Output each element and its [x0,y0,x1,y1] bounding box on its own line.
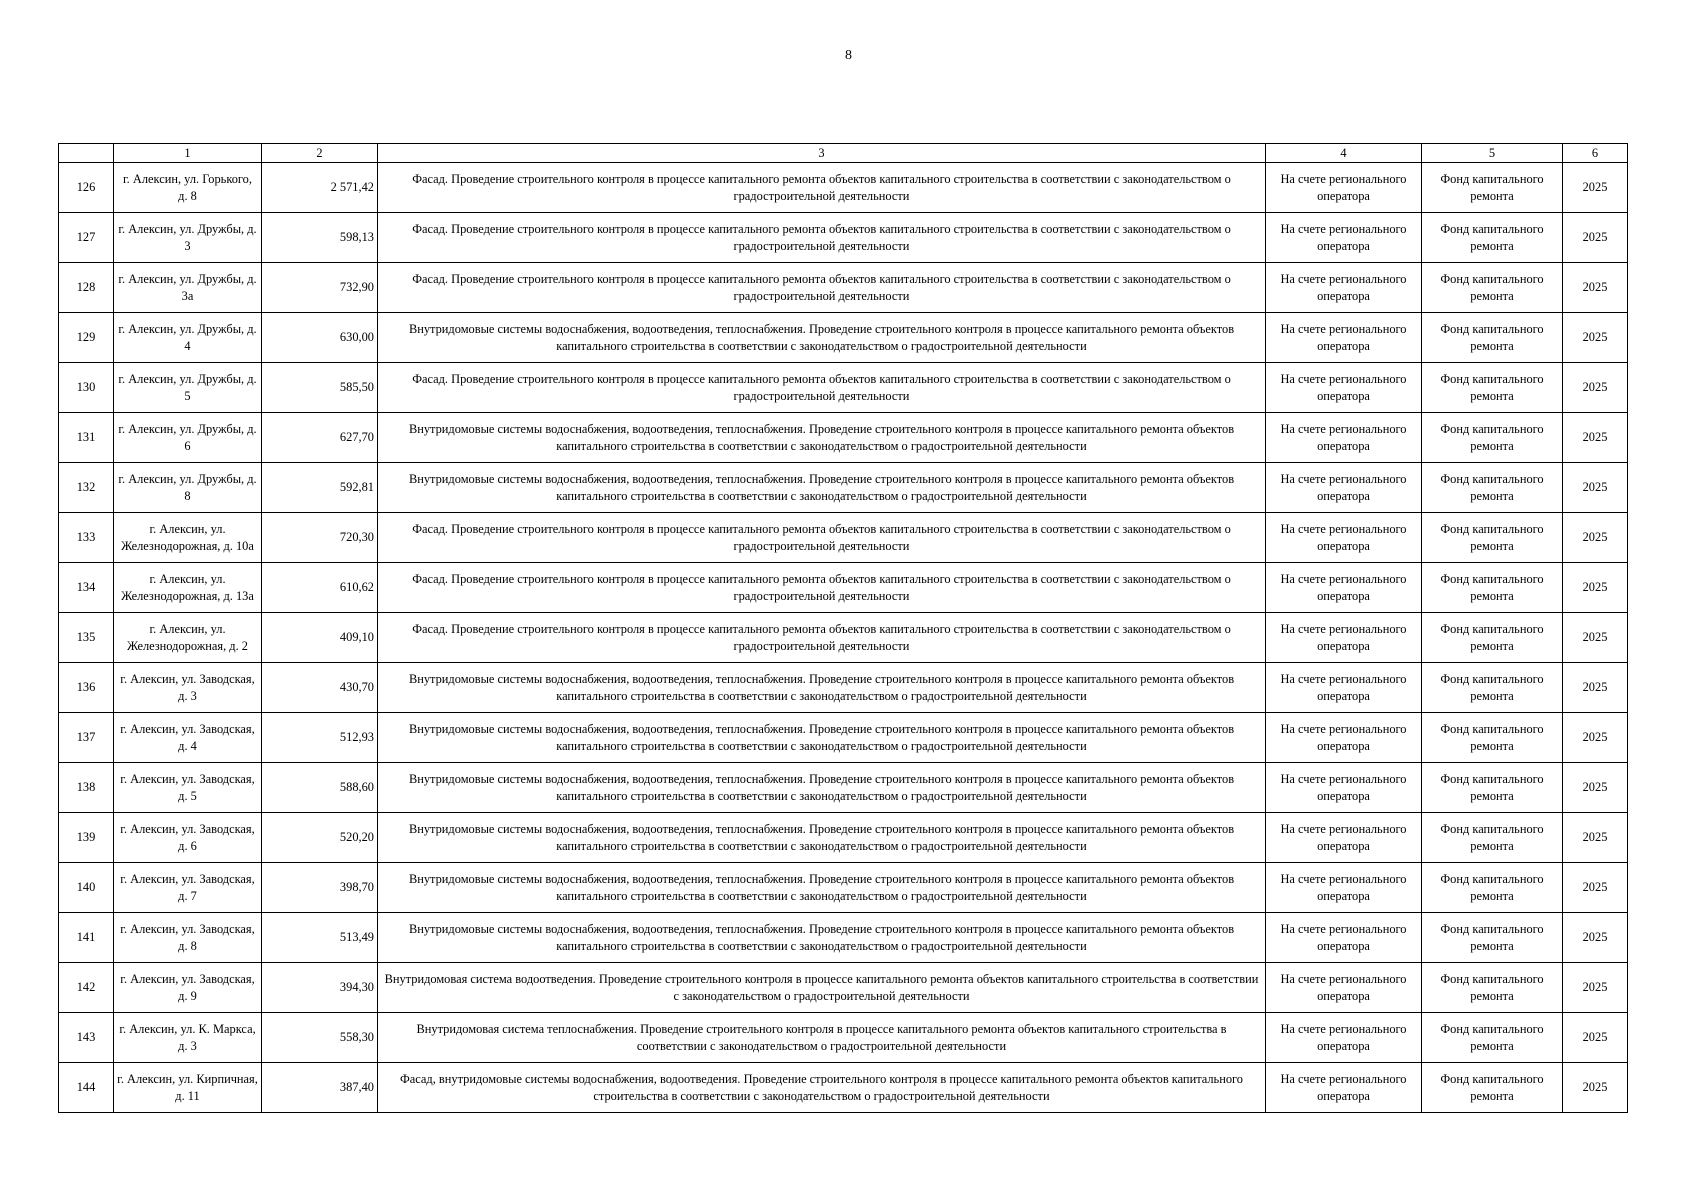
year-cell: 2025 [1563,363,1628,413]
fund-cell: Фонд капитального ремонта [1422,913,1563,963]
account-cell: На счете регионального оператора [1266,763,1422,813]
address-cell: г. Алексин, ул. Заводская, д. 6 [114,813,262,863]
table-row [59,313,1628,363]
row-number: 137 [59,713,114,763]
fund-cell: Фонд капитального ремонта [1422,663,1563,713]
row-number: 134 [59,563,114,613]
area-cell: 720,30 [262,513,378,563]
table-row [59,1063,1628,1113]
header-cell: 6 [1563,144,1628,163]
area-cell: 630,00 [262,313,378,363]
work-description-cell: Внутридомовые системы водоснабжения, водоотведения, теплоснабжения. Проведение строительного контроля в процессе капитального ремонта объектов капитального строительства в соответствии с законодательством о градостроительной деятельности [378,863,1266,913]
table-row [59,613,1628,663]
year-cell: 2025 [1563,913,1628,963]
account-cell: На счете регионального оператора [1266,1013,1422,1063]
row-number: 143 [59,1013,114,1063]
fund-cell: Фонд капитального ремонта [1422,363,1563,413]
area-cell: 592,81 [262,463,378,513]
work-description-cell: Внутридомовые системы водоснабжения, водоотведения, теплоснабжения. Проведение строительного контроля в процессе капитального ремонта объектов капитального строительства в соответствии с законодательством о градостроительной деятельности [378,763,1266,813]
table-body [59,163,1628,1113]
address-cell: г. Алексин, ул. Дружбы, д. 8 [114,463,262,513]
header-cell: 2 [262,144,378,163]
address-cell: г. Алексин, ул. Дружбы, д. 6 [114,413,262,463]
address-cell: г. Алексин, ул. Дружбы, д. 3 [114,213,262,263]
fund-cell: Фонд капитального ремонта [1422,313,1563,363]
area-cell: 394,30 [262,963,378,1013]
row-number: 144 [59,1063,114,1113]
year-cell: 2025 [1563,563,1628,613]
area-cell: 387,40 [262,1063,378,1113]
fund-cell: Фонд капитального ремонта [1422,813,1563,863]
header-cell: 3 [378,144,1266,163]
address-cell: г. Алексин, ул. Заводская, д. 5 [114,763,262,813]
table-row [59,463,1628,513]
work-description-cell: Фасад. Проведение строительного контроля в процессе капитального ремонта объектов капитального строительства в соответствии с законодательством о градостроительной деятельности [378,513,1266,563]
address-cell: г. Алексин, ул. Заводская, д. 3 [114,663,262,713]
fund-cell: Фонд капитального ремонта [1422,463,1563,513]
account-cell: На счете регионального оператора [1266,263,1422,313]
account-cell: На счете регионального оператора [1266,1063,1422,1113]
account-cell: На счете регионального оператора [1266,513,1422,563]
account-cell: На счете регионального оператора [1266,363,1422,413]
table-row [59,513,1628,563]
page-number: 8 [845,48,852,63]
header-cell: 5 [1422,144,1563,163]
year-cell: 2025 [1563,613,1628,663]
fund-cell: Фонд капитального ремонта [1422,863,1563,913]
area-cell: 598,13 [262,213,378,263]
year-cell: 2025 [1563,513,1628,563]
header-cell: 1 [114,144,262,163]
year-cell: 2025 [1563,463,1628,513]
row-number: 138 [59,763,114,813]
account-cell: На счете регионального оператора [1266,463,1422,513]
area-cell: 512,93 [262,713,378,763]
address-cell: г. Алексин, ул. К. Маркса, д. 3 [114,1013,262,1063]
area-cell: 430,70 [262,663,378,713]
row-number: 132 [59,463,114,513]
table-row [59,763,1628,813]
address-cell: г. Алексин, ул. Заводская, д. 4 [114,713,262,763]
table-row [59,413,1628,463]
work-description-cell: Внутридомовые системы водоснабжения, водоотведения, теплоснабжения. Проведение строительного контроля в процессе капитального ремонта объектов капитального строительства в соответствии с законодательством о градостроительной деятельности [378,913,1266,963]
fund-cell: Фонд капитального ремонта [1422,1013,1563,1063]
row-number: 129 [59,313,114,363]
area-cell: 520,20 [262,813,378,863]
address-cell: г. Алексин, ул. Заводская, д. 9 [114,963,262,1013]
row-number: 135 [59,613,114,663]
header-cell: 4 [1266,144,1422,163]
area-cell: 409,10 [262,613,378,663]
year-cell: 2025 [1563,763,1628,813]
address-cell: г. Алексин, ул. Заводская, д. 7 [114,863,262,913]
area-cell: 610,62 [262,563,378,613]
fund-cell: Фонд капитального ремонта [1422,763,1563,813]
fund-cell: Фонд капитального ремонта [1422,263,1563,313]
work-description-cell: Внутридомовые системы водоснабжения, водоотведения, теплоснабжения. Проведение строительного контроля в процессе капитального ремонта объектов капитального строительства в соответствии с законодательством о градостроительной деятельности [378,463,1266,513]
capital-repair-table [58,143,1628,1113]
table-row [59,363,1628,413]
table-row [59,713,1628,763]
area-cell: 558,30 [262,1013,378,1063]
work-description-cell: Фасад. Проведение строительного контроля в процессе капитального ремонта объектов капитального строительства в соответствии с законодательством о градостроительной деятельности [378,263,1266,313]
fund-cell: Фонд капитального ремонта [1422,163,1563,213]
work-description-cell: Внутридомовые системы водоснабжения, водоотведения, теплоснабжения. Проведение строительного контроля в процессе капитального ремонта объектов капитального строительства в соответствии с законодательством о градостроительной деятельности [378,413,1266,463]
address-cell: г. Алексин, ул. Железнодорожная, д. 10а [114,513,262,563]
header-cell [59,144,114,163]
year-cell: 2025 [1563,413,1628,463]
table-row [59,1013,1628,1063]
account-cell: На счете регионального оператора [1266,213,1422,263]
work-description-cell: Внутридомовая система теплоснабжения. Проведение строительного контроля в процессе капитального ремонта объектов капитального строительства в соответствии с законодательством о градостроительной деятельности [378,1013,1266,1063]
row-number: 127 [59,213,114,263]
address-cell: г. Алексин, ул. Железнодорожная, д. 13а [114,563,262,613]
address-cell: г. Алексин, ул. Заводская, д. 8 [114,913,262,963]
work-description-cell: Фасад. Проведение строительного контроля в процессе капитального ремонта объектов капитального строительства в соответствии с законодательством о градостроительной деятельности [378,363,1266,413]
account-cell: На счете регионального оператора [1266,663,1422,713]
row-number: 131 [59,413,114,463]
work-description-cell: Внутридомовые системы водоснабжения, водоотведения, теплоснабжения. Проведение строительного контроля в процессе капитального ремонта объектов капитального строительства в соответствии с законодательством о градостроительной деятельности [378,813,1266,863]
area-cell: 627,70 [262,413,378,463]
work-description-cell: Внутридомовые системы водоснабжения, водоотведения, теплоснабжения. Проведение строительного контроля в процессе капитального ремонта объектов капитального строительства в соответствии с законодательством о градостроительной деятельности [378,713,1266,763]
fund-cell: Фонд капитального ремонта [1422,413,1563,463]
year-cell: 2025 [1563,313,1628,363]
address-cell: г. Алексин, ул. Горького, д. 8 [114,163,262,213]
address-cell: г. Алексин, ул. Дружбы, д. 5 [114,363,262,413]
address-cell: г. Алексин, ул. Дружбы, д. 4 [114,313,262,363]
fund-cell: Фонд капитального ремонта [1422,563,1563,613]
fund-cell: Фонд капитального ремонта [1422,963,1563,1013]
area-cell: 732,90 [262,263,378,313]
table-row [59,163,1628,213]
row-number: 139 [59,813,114,863]
row-number: 128 [59,263,114,313]
work-description-cell: Фасад. Проведение строительного контроля в процессе капитального ремонта объектов капитального строительства в соответствии с законодательством о градостроительной деятельности [378,563,1266,613]
year-cell: 2025 [1563,663,1628,713]
year-cell: 2025 [1563,963,1628,1013]
area-cell: 513,49 [262,913,378,963]
row-number: 133 [59,513,114,563]
address-cell: г. Алексин, ул. Кирпичная, д. 11 [114,1063,262,1113]
year-cell: 2025 [1563,163,1628,213]
area-cell: 2 571,42 [262,163,378,213]
table-row [59,663,1628,713]
account-cell: На счете регионального оператора [1266,563,1422,613]
account-cell: На счете регионального оператора [1266,913,1422,963]
row-number: 141 [59,913,114,963]
year-cell: 2025 [1563,863,1628,913]
table-row [59,863,1628,913]
fund-cell: Фонд капитального ремонта [1422,713,1563,763]
header-row [59,144,1628,163]
account-cell: На счете регионального оператора [1266,163,1422,213]
year-cell: 2025 [1563,1063,1628,1113]
table-row [59,913,1628,963]
row-number: 140 [59,863,114,913]
work-description-cell: Внутридомовые системы водоснабжения, водоотведения, теплоснабжения. Проведение строительного контроля в процессе капитального ремонта объектов капитального строительства в соответствии с законодательством о градостроительной деятельности [378,313,1266,363]
row-number: 142 [59,963,114,1013]
work-description-cell: Фасад, внутридомовые системы водоснабжения, водоотведения. Проведение строительного контроля в процессе капитального ремонта объектов капитального строительства в соответствии с законодательством о градостроительной деятельности [378,1063,1266,1113]
table-row [59,963,1628,1013]
fund-cell: Фонд капитального ремонта [1422,513,1563,563]
work-description-cell: Внутридомовая система водоотведения. Проведение строительного контроля в процессе капитального ремонта объектов капитального строительства в соответствии с законодательством о градостроительной деятельности [378,963,1266,1013]
account-cell: На счете регионального оператора [1266,863,1422,913]
table-row [59,263,1628,313]
account-cell: На счете регионального оператора [1266,613,1422,663]
address-cell: г. Алексин, ул. Дружбы, д. 3а [114,263,262,313]
account-cell: На счете регионального оператора [1266,713,1422,763]
account-cell: На счете регионального оператора [1266,413,1422,463]
row-number: 126 [59,163,114,213]
work-description-cell: Внутридомовые системы водоснабжения, водоотведения, теплоснабжения. Проведение строительного контроля в процессе капитального ремонта объектов капитального строительства в соответствии с законодательством о градостроительной деятельности [378,663,1266,713]
fund-cell: Фонд капитального ремонта [1422,613,1563,663]
year-cell: 2025 [1563,813,1628,863]
year-cell: 2025 [1563,713,1628,763]
area-cell: 398,70 [262,863,378,913]
table-row [59,813,1628,863]
table-row [59,213,1628,263]
account-cell: На счете регионального оператора [1266,813,1422,863]
fund-cell: Фонд капитального ремонта [1422,213,1563,263]
row-number: 130 [59,363,114,413]
fund-cell: Фонд капитального ремонта [1422,1063,1563,1113]
account-cell: На счете регионального оператора [1266,313,1422,363]
table-row [59,563,1628,613]
area-cell: 585,50 [262,363,378,413]
work-description-cell: Фасад. Проведение строительного контроля в процессе капитального ремонта объектов капитального строительства в соответствии с законодательством о градостроительной деятельности [378,613,1266,663]
work-description-cell: Фасад. Проведение строительного контроля в процессе капитального ремонта объектов капитального строительства в соответствии с законодательством о градостроительной деятельности [378,163,1266,213]
year-cell: 2025 [1563,263,1628,313]
address-cell: г. Алексин, ул. Железнодорожная, д. 2 [114,613,262,663]
row-number: 136 [59,663,114,713]
work-description-cell: Фасад. Проведение строительного контроля в процессе капитального ремонта объектов капитального строительства в соответствии с законодательством о градостроительной деятельности [378,213,1266,263]
account-cell: На счете регионального оператора [1266,963,1422,1013]
area-cell: 588,60 [262,763,378,813]
year-cell: 2025 [1563,1013,1628,1063]
year-cell: 2025 [1563,213,1628,263]
